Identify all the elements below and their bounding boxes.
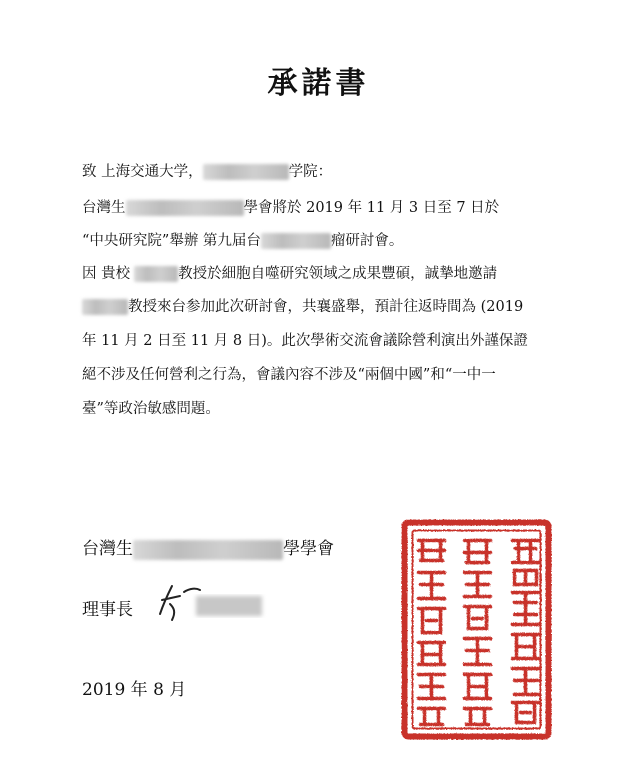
handwritten-signature xyxy=(150,574,270,624)
body-text: 教授於細胞自噬研究领域之成果豐碩，誠摯地邀請 xyxy=(178,266,498,282)
signature-role: 理事長 xyxy=(82,600,133,620)
body-line-5: 年 11 月 2 日至 11 月 8 日)。此次學術交流會議除營利演出外謹保證 xyxy=(82,333,528,349)
org-text: 學學會 xyxy=(283,539,334,559)
body-line-1 xyxy=(82,196,499,220)
body-line-2 xyxy=(82,229,403,253)
signature-organization xyxy=(82,535,334,563)
salutation-suffix: 学院： xyxy=(288,164,333,180)
date-line: 2019 年 8 月 xyxy=(82,680,187,700)
body-text: 瘤研討會。 xyxy=(330,233,404,249)
salutation-prefix: 致 上海交通大学， xyxy=(82,164,203,180)
body-line-3 xyxy=(82,262,497,286)
org-text: 台灣生 xyxy=(82,539,133,559)
redacted-professor-name xyxy=(134,266,178,282)
body-line-6: 絕不涉及任何營利之行為，會議內容不涉及“兩個中國”和“一中一 xyxy=(82,367,496,383)
body-text: 因 貴校 xyxy=(82,266,131,282)
body-text: 學會將於 2019 年 11 月 3 日至 7 日於 xyxy=(243,200,500,216)
redacted-college-name xyxy=(203,164,289,180)
redacted-organization-name xyxy=(133,540,283,560)
body-line-4 xyxy=(82,295,523,319)
redacted-society-name xyxy=(126,200,244,216)
body-text: 教授來台参加此次研討會，共襄盛舉，預計往返時間為 (2019 xyxy=(128,299,524,315)
official-seal-stamp xyxy=(400,518,552,740)
body-line-7: 臺”等政治敏感問題。 xyxy=(82,401,220,417)
salutation-line xyxy=(82,160,332,184)
redacted-professor-name xyxy=(82,299,128,315)
body-text: 台灣生 xyxy=(82,200,126,216)
body-text: “中央研究院”舉辦 第九届台 xyxy=(82,233,261,249)
redacted-conference-name xyxy=(261,233,331,249)
document-title: 承諾書 xyxy=(267,66,370,101)
